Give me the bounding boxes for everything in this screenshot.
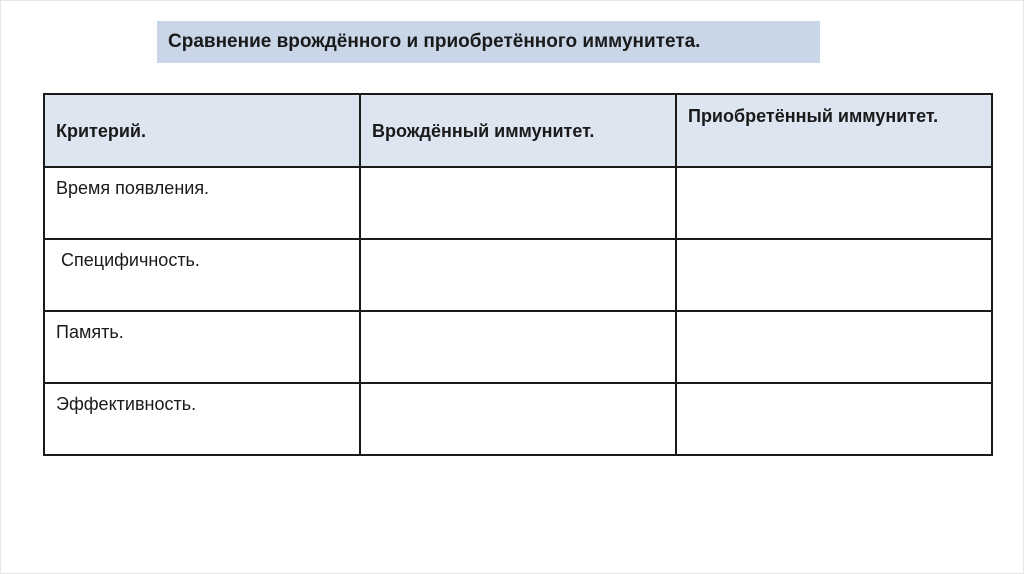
criterion-cell: Специфичность. — [44, 239, 360, 311]
innate-cell[interactable] — [360, 311, 676, 383]
table-row — [44, 311, 992, 383]
title-banner — [157, 21, 820, 63]
innate-cell[interactable] — [360, 239, 676, 311]
header-criterion: Критерий. — [44, 94, 360, 167]
acquired-cell[interactable] — [676, 383, 992, 455]
comparison-table — [43, 93, 993, 456]
page-title: Сравнение врождённого и приобретённого иммунитета. — [168, 31, 701, 52]
table-header-row — [44, 94, 992, 167]
criterion-cell: Память. — [44, 311, 360, 383]
table-row — [44, 239, 992, 311]
criterion-cell: Время появления. — [44, 167, 360, 239]
header-acquired: Приобретённый иммунитет. — [676, 94, 992, 167]
acquired-cell[interactable] — [676, 167, 992, 239]
acquired-cell[interactable] — [676, 311, 992, 383]
table-row — [44, 167, 992, 239]
innate-cell[interactable] — [360, 383, 676, 455]
table-row — [44, 383, 992, 455]
criterion-cell: Эффективность. — [44, 383, 360, 455]
acquired-cell[interactable] — [676, 239, 992, 311]
header-innate: Врождённый иммунитет. — [360, 94, 676, 167]
innate-cell[interactable] — [360, 167, 676, 239]
